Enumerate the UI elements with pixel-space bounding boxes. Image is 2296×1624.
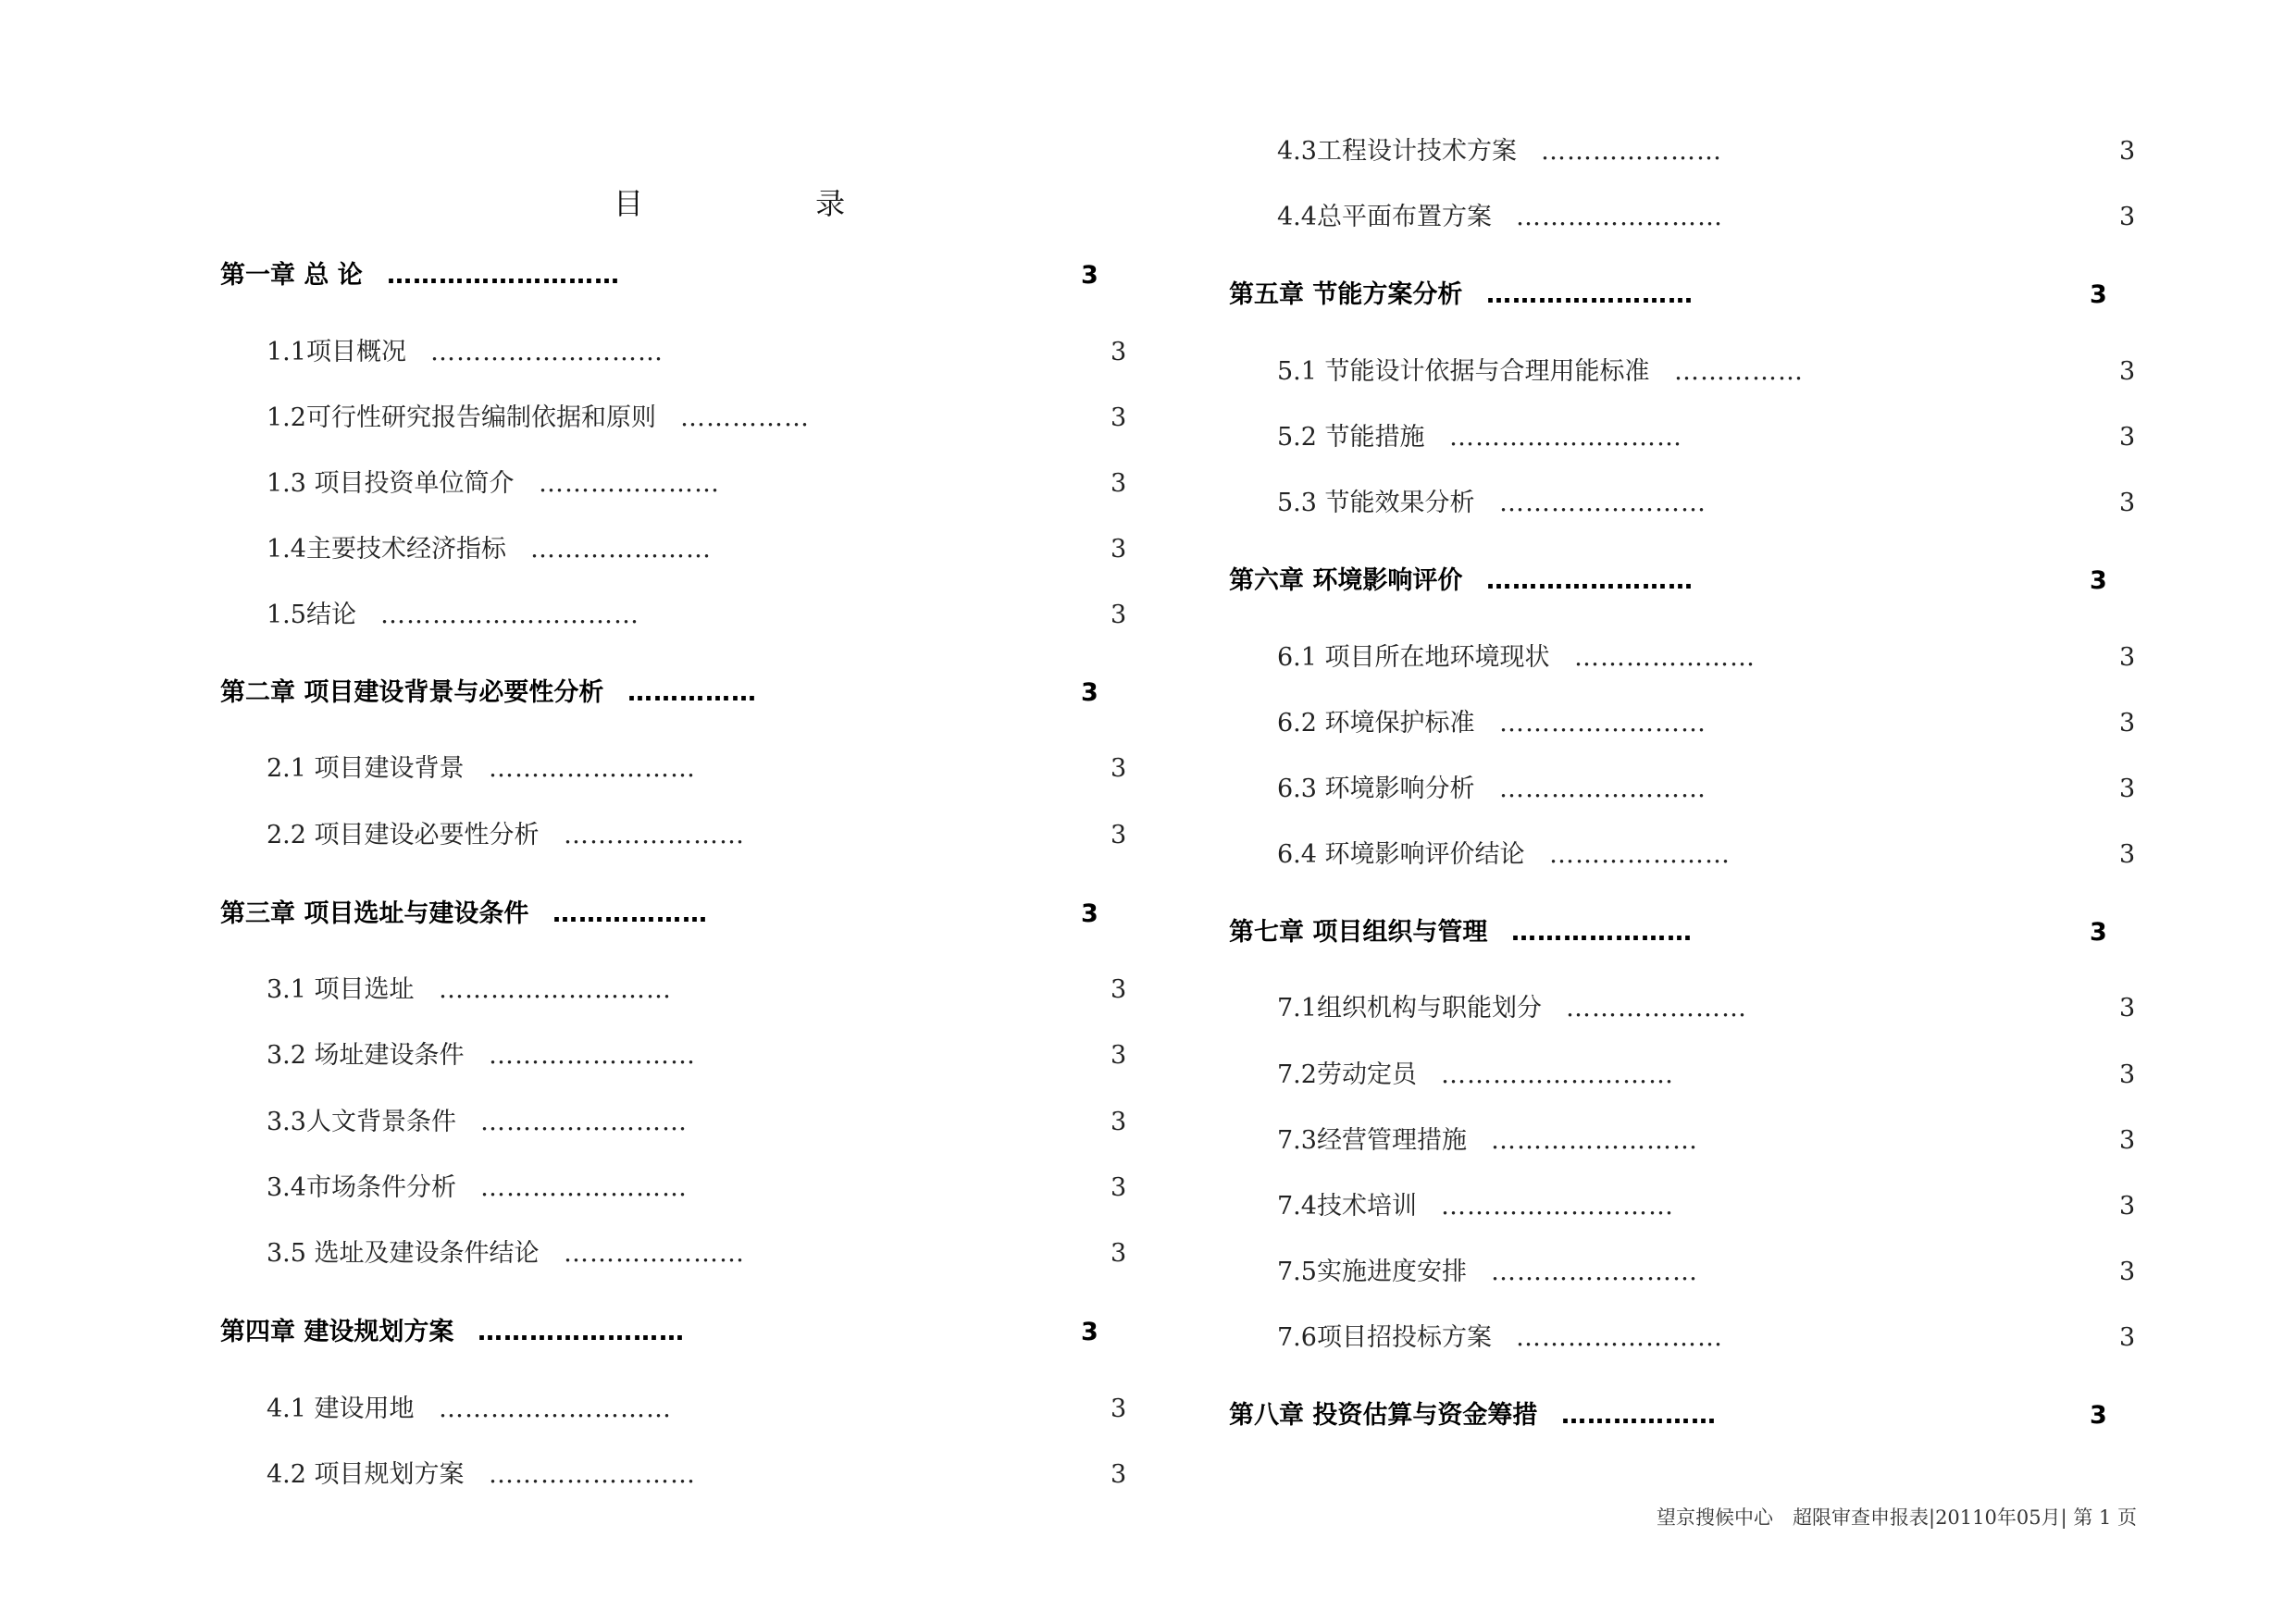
toc-entry-page-number: 3 [1111, 403, 1127, 432]
toc-entry-leader-dots: ………………………… [380, 601, 639, 629]
toc-entry-leader-dots: ……………………… [439, 1395, 672, 1423]
toc-entry-page-number: 3 [2119, 709, 2136, 738]
toc-entry-page-number: 3 [1111, 601, 1127, 629]
toc-entry-label: 第三章 项目选址与建设条件 [220, 899, 529, 928]
toc-entry-leader-dots: …………………… [1516, 1323, 1723, 1352]
toc-entry-leader-dots: ……………… [552, 899, 708, 928]
toc-entry-label: 4.4总平面布置方案 [1277, 203, 1492, 231]
toc-entry-leader-dots: ………………… [1574, 643, 1756, 672]
toc-entry-label: 6.4 环境影响评价结论 [1277, 840, 1525, 869]
toc-entry-page-number: 3 [1081, 678, 1098, 707]
toc-entry-leader-dots: …………………… [489, 754, 696, 783]
toc-entry-leader-dots: ………………… [564, 821, 745, 849]
toc-entry-page-number: 3 [1111, 1108, 1127, 1136]
toc-entry-page-number: 3 [2119, 1126, 2136, 1155]
toc-entry-page-number: 3 [2119, 1258, 2136, 1286]
toc-entry-leader-dots: …………………… [1491, 1258, 1698, 1286]
toc-entry-leader-dots: ………………… [564, 1239, 745, 1268]
toc-entry-page-number: 3 [2090, 918, 2107, 947]
toc-entry-page-number: 3 [2119, 840, 2136, 869]
toc-entry-page-number: 3 [2119, 423, 2136, 452]
toc-entry-leader-dots: …………………… [478, 1318, 685, 1346]
toc-entry-label: 1.1项目概况 [267, 338, 406, 366]
toc-entry-page-number: 3 [1111, 1173, 1127, 1202]
toc-entry-label: 第七章 项目组织与管理 [1229, 918, 1488, 947]
toc-entry-leader-dots: …………………… [1499, 489, 1706, 517]
toc-entry-label: 4.3工程设计技术方案 [1277, 137, 1517, 166]
toc-entry-leader-dots: …………………… [480, 1108, 688, 1136]
toc-entry-leader-dots: …………………… [1516, 203, 1723, 231]
toc-entry-label: 第二章 项目建设背景与必要性分析 [220, 678, 604, 707]
toc-entry-page-number: 3 [1081, 1318, 1098, 1346]
toc-entry-page-number: 3 [1111, 1041, 1127, 1070]
toc-entry-page-number: 3 [2119, 1192, 2136, 1221]
toc-entry-page-number: 3 [2119, 137, 2136, 166]
toc-entry-page-number: 3 [1111, 535, 1127, 564]
toc-entry-label: 1.3 项目投资单位简介 [267, 469, 515, 498]
toc-entry-label: 5.2 节能措施 [1277, 423, 1425, 452]
toc-entry-page-number: 3 [1111, 1239, 1127, 1268]
page-footer: 望京搜候中心 超限审查申报表|20110年05月| 第 1 页 [1657, 1506, 2138, 1529]
toc-entry-page-number: 3 [1111, 1460, 1127, 1489]
toc-entry-label: 第一章 总 论 [220, 261, 363, 290]
toc-entry-label: 3.5 选址及建设条件结论 [267, 1239, 540, 1268]
toc-entry-label: 1.5结论 [267, 601, 356, 629]
toc-entry-leader-dots: …………………… [489, 1460, 696, 1489]
toc-entry-leader-dots: ……………………… [1449, 423, 1682, 452]
toc-entry-page-number: 3 [2119, 357, 2136, 386]
toc-entry-label: 6.3 环境影响分析 [1277, 775, 1475, 803]
toc-entry-label: 2.2 项目建设必要性分析 [267, 821, 540, 849]
toc-entry-leader-dots: ………………… [1511, 918, 1693, 947]
toc-entry-leader-dots: …………………… [1486, 280, 1694, 309]
toc-entry-leader-dots: …………… [680, 403, 810, 432]
toc-entry-page-number: 3 [2119, 203, 2136, 231]
toc-entry-leader-dots: ………………… [539, 469, 720, 498]
toc-entry-label: 4.2 项目规划方案 [267, 1460, 465, 1489]
toc-entry-label: 第六章 环境影响评价 [1229, 566, 1463, 595]
toc-entry-label: 第五章 节能方案分析 [1229, 280, 1463, 309]
toc-entry-label: 7.3经营管理措施 [1277, 1126, 1467, 1155]
toc-entry-page-number: 3 [2090, 566, 2107, 595]
toc-entry-leader-dots: ……………… [1561, 1401, 1717, 1430]
toc-entry-leader-dots: …………… [627, 678, 757, 707]
toc-entry-label: 7.2劳动定员 [1277, 1060, 1417, 1089]
toc-entry-page-number: 3 [2119, 994, 2136, 1023]
toc-entry-leader-dots: …………………… [1486, 566, 1694, 595]
toc-entry-label: 1.2可行性研究报告编制依据和原则 [267, 403, 656, 432]
toc-entry-page-number: 3 [2090, 1401, 2107, 1430]
toc-entry-page-number: 3 [1111, 754, 1127, 783]
toc-entry-page-number: 3 [2119, 1323, 2136, 1352]
toc-entry-leader-dots: …………………… [1499, 709, 1706, 738]
toc-entry-leader-dots: …………………… [489, 1041, 696, 1070]
toc-entry-label: 6.2 环境保护标准 [1277, 709, 1475, 738]
toc-entry-page-number: 3 [2119, 643, 2136, 672]
toc-entry-page-number: 3 [2119, 1060, 2136, 1089]
toc-entry-page-number: 3 [1111, 338, 1127, 366]
toc-entry-label: 4.1 建设用地 [267, 1395, 415, 1423]
toc-entry-label: 7.5实施进度安排 [1277, 1258, 1467, 1286]
toc-entry-leader-dots: …………… [1674, 357, 1804, 386]
toc-entry-leader-dots: …………………… [480, 1173, 688, 1202]
toc-entry-label: 1.4主要技术经济指标 [267, 535, 506, 564]
toc-entry-page-number: 3 [1111, 1395, 1127, 1423]
toc-entry-leader-dots: ………………… [1549, 840, 1731, 869]
toc-entry-label: 7.6项目招投标方案 [1277, 1323, 1492, 1352]
toc-entry-page-number: 3 [2119, 775, 2136, 803]
toc-entry-label: 3.4市场条件分析 [267, 1173, 456, 1202]
toc-entry-leader-dots: ………………… [1541, 137, 1722, 166]
toc-entry-label: 2.1 项目建设背景 [267, 754, 465, 783]
toc-entry-leader-dots: …………………… [1491, 1126, 1698, 1155]
toc-entry-leader-dots: ………………… [1566, 994, 1747, 1023]
toc-entry-leader-dots: ……………………… [1441, 1192, 1674, 1221]
toc-entry-leader-dots: ……………………… [387, 261, 620, 290]
toc-entry-leader-dots: ………………… [530, 535, 712, 564]
toc-entry-label: 6.1 项目所在地环境现状 [1277, 643, 1550, 672]
toc-entry-label: 3.3人文背景条件 [267, 1108, 456, 1136]
toc-entry-label: 7.1组织机构与职能划分 [1277, 994, 1542, 1023]
toc-entry-label: 第八章 投资估算与资金筹措 [1229, 1401, 1538, 1430]
toc-entry-page-number: 3 [2090, 280, 2107, 309]
toc-entry-leader-dots: ……………………… [1441, 1060, 1674, 1089]
toc-entry-page-number: 3 [1081, 261, 1098, 290]
toc-entry-page-number: 3 [1111, 975, 1127, 1004]
toc-entry-page-number: 3 [1081, 899, 1098, 928]
toc-entry-page-number: 3 [1111, 821, 1127, 849]
toc-entry-page-number: 3 [2119, 489, 2136, 517]
page-title: 目 录 [614, 186, 927, 221]
toc-entry-label: 第四章 建设规划方案 [220, 1318, 454, 1346]
toc-entry-label: 3.1 项目选址 [267, 975, 415, 1004]
toc-entry-label: 7.4技术培训 [1277, 1192, 1417, 1221]
toc-entry-label: 3.2 场址建设条件 [267, 1041, 465, 1070]
toc-entry-leader-dots: …………………… [1499, 775, 1706, 803]
toc-entry-page-number: 3 [1111, 469, 1127, 498]
toc-entry-leader-dots: ……………………… [439, 975, 672, 1004]
toc-entry-leader-dots: ……………………… [430, 338, 664, 366]
toc-entry-label: 5.3 节能效果分析 [1277, 489, 1475, 517]
toc-entry-label: 5.1 节能设计依据与合理用能标准 [1277, 357, 1650, 386]
